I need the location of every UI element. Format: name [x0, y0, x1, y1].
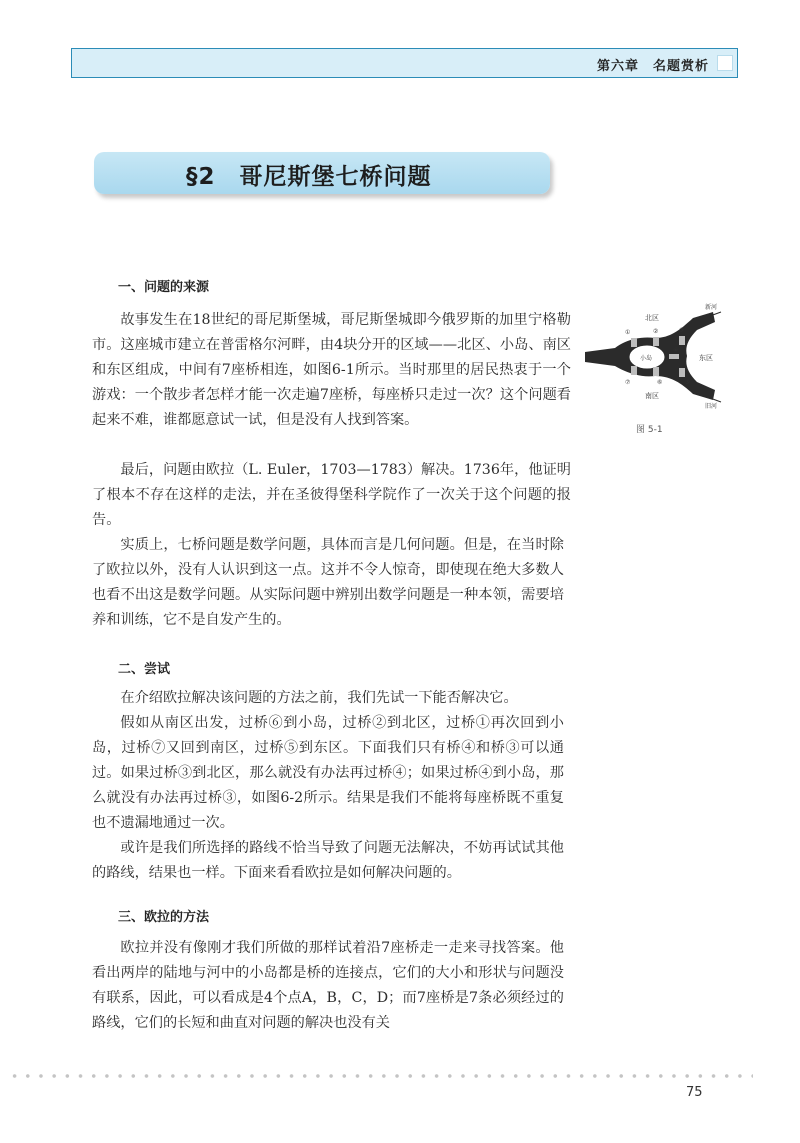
bridge-3 — [679, 336, 685, 345]
paragraph-4: 在介绍欧拉解决该问题的方法之前，我们先试一下能否解决它。 — [120, 690, 518, 706]
label-south: 南区 — [645, 392, 659, 400]
paragraph-1: 故事发生在18世纪的哥尼斯堡城，哥尼斯堡城即今俄罗斯的加里宁格勒市。这座城市建立在普雷格尔河畔，由4块分开的区域——北区、小岛、南区和东区组成，中间有7座桥相连，如图6-1所示。当时那里的居民热衷于一个游戏：一个散步者怎样才能一次走遍7座桥，每座桥只走过一次？这个问题看起来不难，谁都愿意试一试，但是没有人找到答案。 — [92, 312, 571, 428]
bridge-5 — [679, 368, 685, 377]
paragraph-2: 最后，问题由欧拉（L. Euler，1703—1783）解决。1736年，他证明了根本不存在这样的走法，并在圣彼得堡科学院作了一次关于这个问题的报告。 — [92, 462, 571, 528]
heading-problem-origin: 一、问题的来源 — [118, 280, 210, 295]
section-banner — [94, 152, 550, 194]
figure-caption: 图 5-1 — [636, 425, 663, 435]
paragraph-7: 欧拉并没有像刚才我们所做的那样试着沿7座桥走一走来寻找答案。他看出两岸的陆地与河中的小岛都是桥的连接点，它们的大小和形状与问题没有联系，因此，可以看成是4个点A，B，C，D；而7座桥是7条必须经过的路线，它们的长短和曲直对问题的解决也没有关 — [92, 940, 564, 1031]
label-old-river: 旧河 — [705, 403, 718, 410]
page-number: 75 — [686, 1085, 703, 1100]
label-north: 北区 — [645, 314, 659, 322]
paragraph-6: 或许是我们所选择的路线不恰当导致了问题无法解决，不妨再试试其他的路线，结果也一样。下面来看看欧拉是如何解决问题的。 — [92, 840, 564, 881]
bridge-label-1: ① — [625, 329, 631, 336]
bridge-2 — [653, 337, 659, 346]
heading-euler-method: 三、欧拉的方法 — [118, 910, 210, 925]
section-title: §2 哥尼斯堡七桥问题 — [186, 164, 432, 190]
running-header — [71, 48, 738, 78]
bridge-label-3: ③ — [679, 327, 685, 334]
bridge-label-7: ⑦ — [625, 379, 631, 386]
paragraph-5: 假如从南区出发，过桥⑥到小岛，过桥②到北区，过桥①再次回到小岛，过桥⑦又回到南区，过桥⑤到东区。下面我们只有桥④和桥③可以通过。如果过桥③到北区，那么就没有办法再过桥④；如果过桥④到小岛，那么就没有办法再过桥③，如图6-2所示。结果是我们不能将每座桥既不重复也不遗漏地通过一次。 — [92, 715, 564, 831]
bridge-7 — [631, 366, 637, 375]
bridge-4 — [669, 354, 679, 359]
paragraph-3: 实质上，七桥问题是数学问题，具体而言是几何问题。但是，在当时除了欧拉以外，没有人认识到这一点。这并不令人惊奇，即使现在绝大多数人也看不出这是数学问题。从实际问题中辨别出数学问题是一种本领，需要培养和训练，它不是自发产生的。 — [92, 537, 564, 628]
footer-dotted-rule — [8, 1073, 753, 1079]
bridge-6 — [653, 367, 659, 376]
konigsberg-bridges-figure — [585, 300, 725, 410]
label-east: 东区 — [699, 354, 713, 362]
bridge-label-4: ④ — [673, 347, 679, 354]
header-square-mark — [717, 55, 733, 71]
bridge-label-5: ⑤ — [685, 379, 691, 386]
label-island: 小岛 — [640, 355, 653, 362]
bridge-label-2: ② — [653, 328, 659, 335]
bridge-label-6: ⑥ — [657, 379, 663, 386]
heading-attempt: 二、尝试 — [118, 662, 171, 677]
bridge-1 — [631, 338, 637, 347]
label-new-river: 新河 — [705, 304, 718, 311]
chapter-title: 第六章 名题赏析 — [596, 59, 709, 74]
